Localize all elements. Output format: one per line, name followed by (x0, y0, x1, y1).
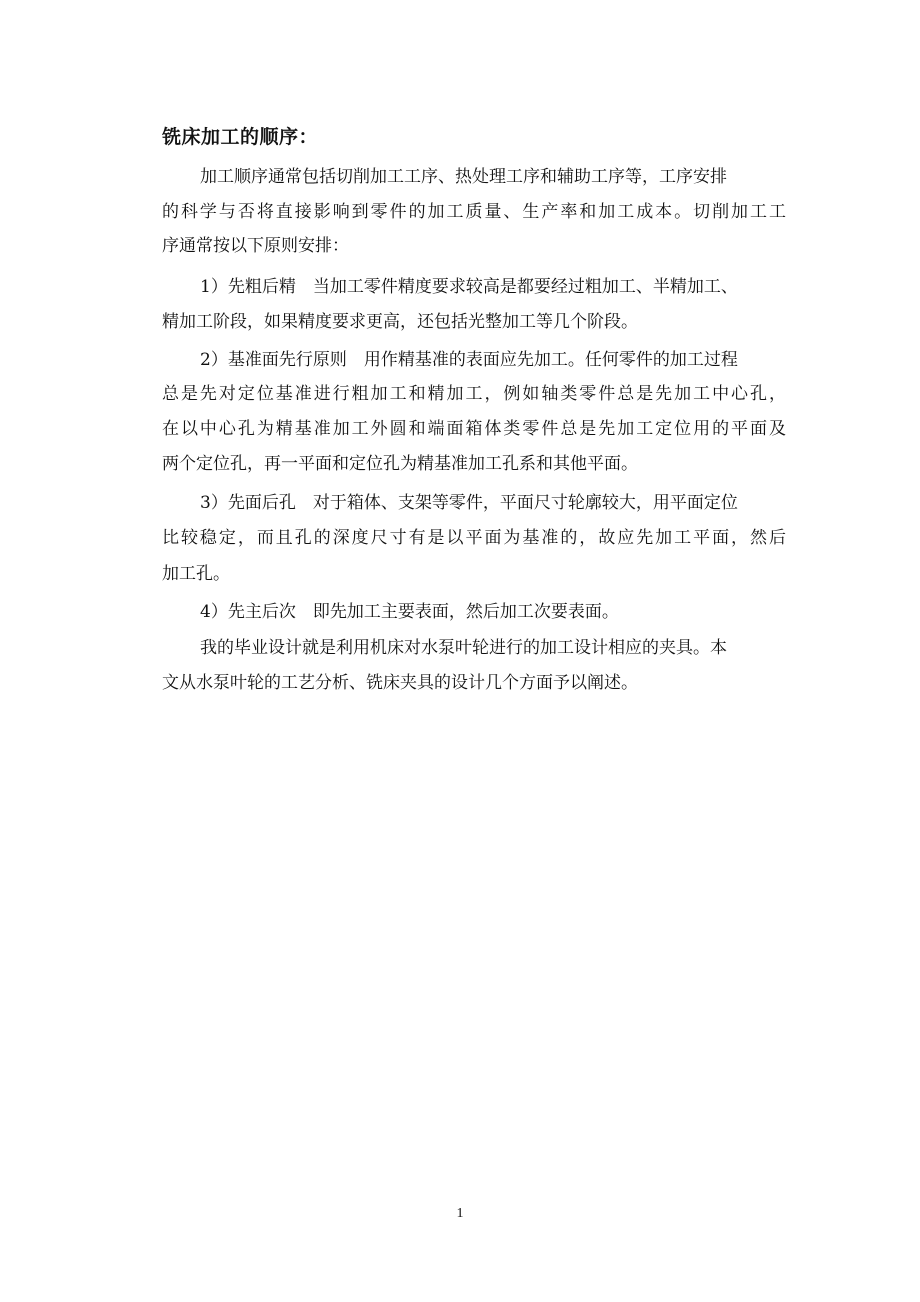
paragraph-line: 在以中心孔为精基准加工外圆和端面箱体类零件总是先加工定位用的平面及 (162, 419, 786, 439)
paragraph-line: 4）先主后次 即先加工主要表面，然后加工次要表面。 (200, 602, 619, 622)
page-number: 1 (456, 1206, 464, 1221)
paragraph-line: 1）先粗后精 当加工零件精度要求较高是都要经过粗加工、半精加工、 (200, 277, 738, 297)
paragraph-line: 总是先对定位基准进行粗加工和精加工，例如轴类零件总是先加工中心孔， (162, 384, 786, 404)
paragraph-line: 2）基准面先行原则 用作精基准的表面应先加工。任何零件的加工过程 (200, 350, 738, 370)
paragraph-line: 序通常按以下原则安排： (162, 236, 349, 256)
paragraph-line: 两个定位孔，再一平面和定位孔为精基准加工孔系和其他平面。 (162, 454, 638, 474)
paragraph-line: 我的毕业设计就是利用机床对水泵叶轮进行的加工设计相应的夹具。本 (200, 638, 727, 658)
paragraph-line: 3）先面后孔 对于箱体、支架等零件，平面尺寸轮廓较大，用平面定位 (200, 493, 738, 513)
paragraph-line: 加工孔。 (162, 564, 230, 584)
paragraph-line: 加工顺序通常包括切削加工工序、热处理工序和辅助工序等，工序安排 (200, 167, 727, 187)
paragraph-line: 文从水泵叶轮的工艺分析、铣床夹具的设计几个方面予以阐述。 (162, 673, 638, 693)
section-heading: 铣床加工的顺序： (162, 126, 319, 148)
paragraph-line: 的科学与否将直接影响到零件的加工质量、生产率和加工成本。切削加工工 (162, 202, 786, 222)
paragraph-line: 精加工阶段，如果精度要求更高，还包括光整加工等几个阶段。 (162, 312, 638, 332)
paragraph-line: 比较稳定，而且孔的深度尺寸有是以平面为基准的，故应先加工平面，然后 (162, 528, 786, 548)
